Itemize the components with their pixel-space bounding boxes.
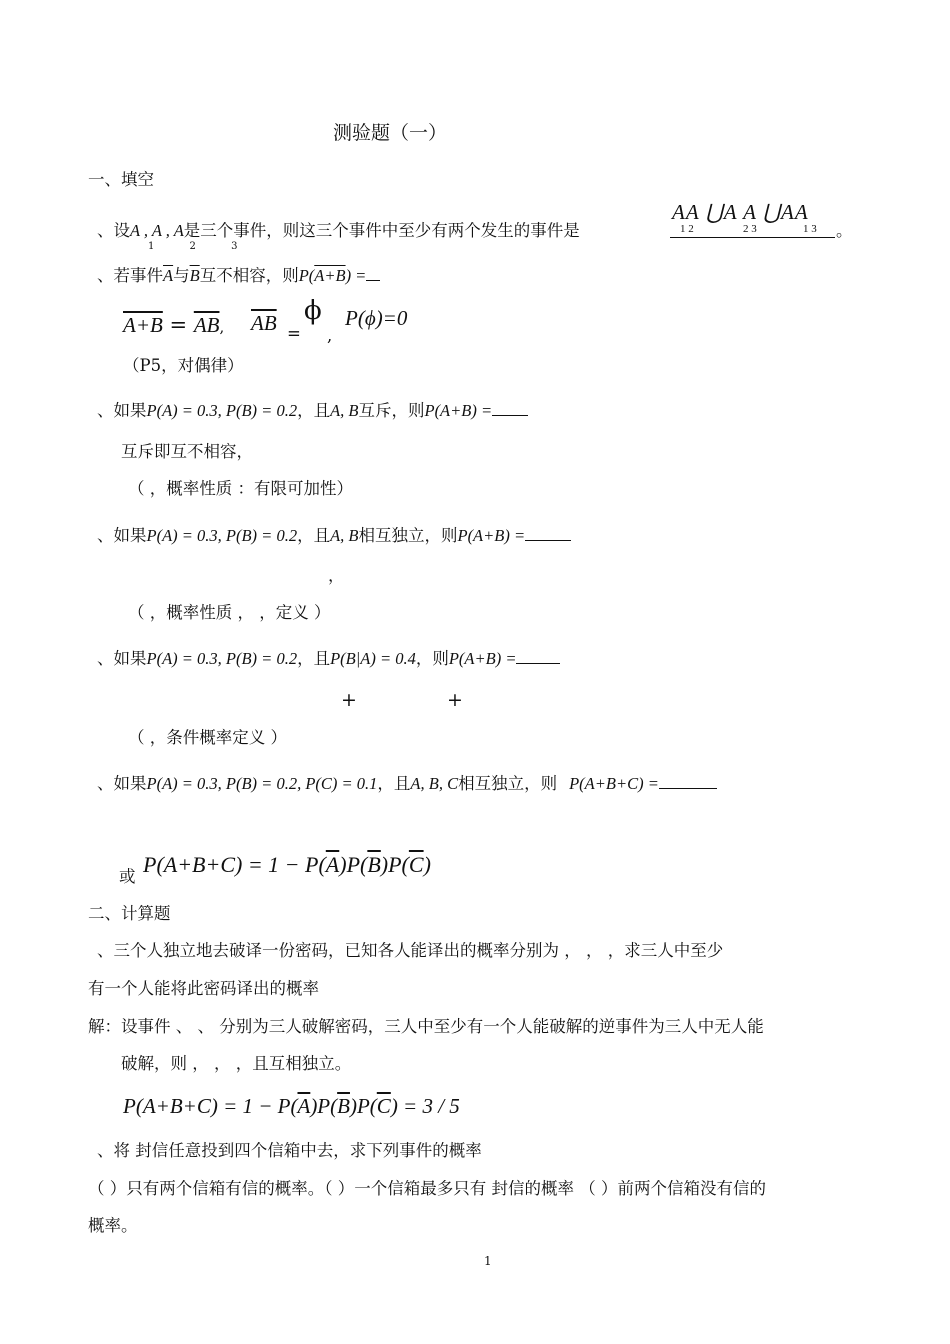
c2-line-2: （ ）只有两个信箱有信的概率。（ ）一个信箱最多只有 封信的概率 （ ）前两个信箱没有信的 — [88, 1179, 766, 1198]
c1-solution-2: 破解，则 ， ， ，且互相独立。 — [121, 1054, 352, 1073]
q1-answer-sub-1: 1 2 — [680, 223, 694, 235]
q4-note: （ ，概率性质 ， ，定义 ） — [128, 603, 331, 622]
q4-text: 相互独立，则 — [358, 526, 458, 545]
q5-prefix: 、如果 — [97, 649, 147, 668]
question-6 — [97, 774, 717, 794]
question-5 — [97, 649, 560, 669]
q1-prefix: 、设 — [97, 221, 130, 240]
c1-f-A: $\overline{A}$ — [297, 1094, 311, 1118]
q5-plus-1: + — [341, 689, 357, 711]
q1-vars: A , A , A — [130, 221, 184, 240]
q6-blank — [659, 774, 717, 789]
q2-sol-eq: = — [169, 313, 188, 337]
q2-blank — [366, 266, 380, 281]
c1-f-a: P(A+B+C) = 1 − P( — [123, 1094, 298, 1118]
q2-a-bar: $\overline{A}$ — [163, 266, 174, 285]
c1-f-b: )P( — [310, 1094, 338, 1118]
q6-prefix: 、如果 — [97, 774, 147, 793]
c1-solution-1: 解：设事件 、 、 分别为三人破解密码，三人中至少有一个人能破解的逆事件为三人中无人能 — [88, 1017, 764, 1036]
c2-line-1: 、将 封信任意投到四个信箱中去，求下列事件的概率 — [97, 1141, 482, 1160]
q4-expr: P(A+B) = — [457, 526, 526, 545]
q4-blank — [525, 526, 571, 541]
q3-ab: A, B — [330, 401, 359, 420]
q2-p-phi — [345, 308, 407, 328]
q6-or: 或 — [119, 867, 136, 886]
q1-end: 。 — [836, 221, 853, 240]
page-number: 1 — [484, 1254, 492, 1268]
q2-sol-lhs: A+B — [123, 313, 163, 337]
q5-plus-2: + — [447, 689, 463, 711]
q6-sol-B: $\overline{B}$ — [367, 852, 381, 877]
q1-var-subscripts: 1 2 3 — [148, 241, 254, 252]
q4-ab: A, B — [330, 526, 359, 545]
q6-abc: A, B, C — [410, 774, 459, 793]
q6-mid: ，且 — [377, 774, 411, 793]
q6-sol-a: P(A+B+C) = 1 − P( — [143, 852, 326, 877]
q2-solution — [123, 315, 224, 337]
c1-formula — [123, 1093, 460, 1119]
q3-text: 互斥，则 — [358, 401, 425, 420]
q2-mid: 与 — [173, 266, 190, 285]
section-heading-calculation: 二、计算题 — [88, 904, 171, 923]
q1-answer-underline — [670, 237, 835, 238]
q2-ab-bar — [251, 313, 277, 333]
q3-note-1: 互斥即互不相容， — [121, 442, 253, 461]
q2-sol-rhs: $\overline{AB}$ — [193, 313, 220, 337]
c1-f-c: )P( — [349, 1094, 377, 1118]
q1-answer — [670, 200, 835, 244]
q6-sol-b: )P( — [339, 852, 368, 877]
q4-mid: ，且 — [297, 526, 331, 545]
q3-blank — [492, 401, 528, 416]
q6-solution — [143, 852, 431, 879]
q3-expr: P(A+B) = — [424, 401, 493, 420]
q6-sol-d: ) — [423, 852, 431, 877]
q3-mid: ，且 — [297, 401, 331, 420]
q1-answer-sub-3: 1 3 — [803, 223, 817, 235]
q6-sol-C: $\overline{C}$ — [408, 852, 424, 877]
q3-prefix: 、如果 — [97, 401, 147, 420]
q1-answer-expression: AA ⋃A A ⋃AA — [672, 200, 809, 224]
q2-note: （P5，对偶律） — [123, 356, 244, 375]
q2-b-bar: $\overline{B}$ — [189, 266, 200, 285]
q2-p-phi-text: P(ϕ)=0 — [345, 306, 408, 330]
q4-cond: P(A) = 0.3, P(B) = 0.2 — [146, 526, 298, 545]
q2-expr-inner: A+B — [314, 266, 346, 285]
q2-comma-1: , — [219, 318, 225, 336]
q5-mid: ，且 — [297, 649, 331, 668]
q6-cond: P(A) = 0.3, P(B) = 0.2, P(C) = 0.1 — [146, 774, 378, 793]
c1-line-1: 、三个人独立地去破译一份密码，已知各人能译出的概率分别为 ， ， ，求三人中至少 — [97, 941, 724, 960]
q5-blank — [516, 649, 560, 664]
q2-eq-2: = — [287, 324, 301, 343]
c1-line-2: 有一个人能将此密码译出的概率 — [88, 979, 319, 998]
q4-comma: ， — [328, 566, 345, 585]
c1-f-C: $\overline{C}$ — [376, 1094, 391, 1118]
question-4 — [97, 526, 571, 546]
page-title: 测验题（一） — [333, 122, 448, 144]
q2-expr: P(A+B) = — [298, 266, 367, 285]
q3-note-2: （ ，概率性质 ：有限可加性） — [128, 479, 353, 498]
c2-line-3: 概率。 — [88, 1216, 138, 1235]
q6-sol-A: $\overline{A}$ — [325, 852, 340, 877]
q4-prefix: 、如果 — [97, 526, 147, 545]
c1-f-d: ) = 3 / 5 — [390, 1094, 460, 1118]
q5-text: ，则 — [415, 649, 449, 668]
q5-cond: P(A) = 0.3, P(B) = 0.2 — [146, 649, 298, 668]
q1-answer-sub-2: 2 3 — [743, 223, 757, 235]
q6-sol-c: )P( — [380, 852, 409, 877]
question-2 — [97, 266, 380, 286]
question-3 — [97, 401, 528, 421]
q6-expr: P(A+B+C) = — [569, 774, 659, 793]
q5-cond2: P(B|A) = 0.4 — [330, 649, 416, 668]
q2-comma-2: , — [327, 326, 333, 345]
section-heading-fill-blank: 一、填空 — [88, 170, 154, 189]
q5-expr: P(A+B) = — [448, 649, 517, 668]
c1-f-B: $\overline{B}$ — [337, 1094, 350, 1118]
q3-cond: P(A) = 0.3, P(B) = 0.2 — [146, 401, 298, 420]
q2-prefix: 、若事件 — [97, 266, 163, 285]
q2-text: 互不相容，则 — [199, 266, 299, 285]
q2-ab-bar-text: $\overline{AB}$ — [251, 311, 277, 335]
q2-phi: ϕ — [304, 296, 322, 326]
q1-text: 是三个事件，则这三个事件中至少有两个发生的事件是 — [183, 221, 580, 240]
q5-note: （ ，条件概率定义 ） — [128, 728, 287, 747]
q6-text: 相互独立，则 — [458, 774, 558, 793]
